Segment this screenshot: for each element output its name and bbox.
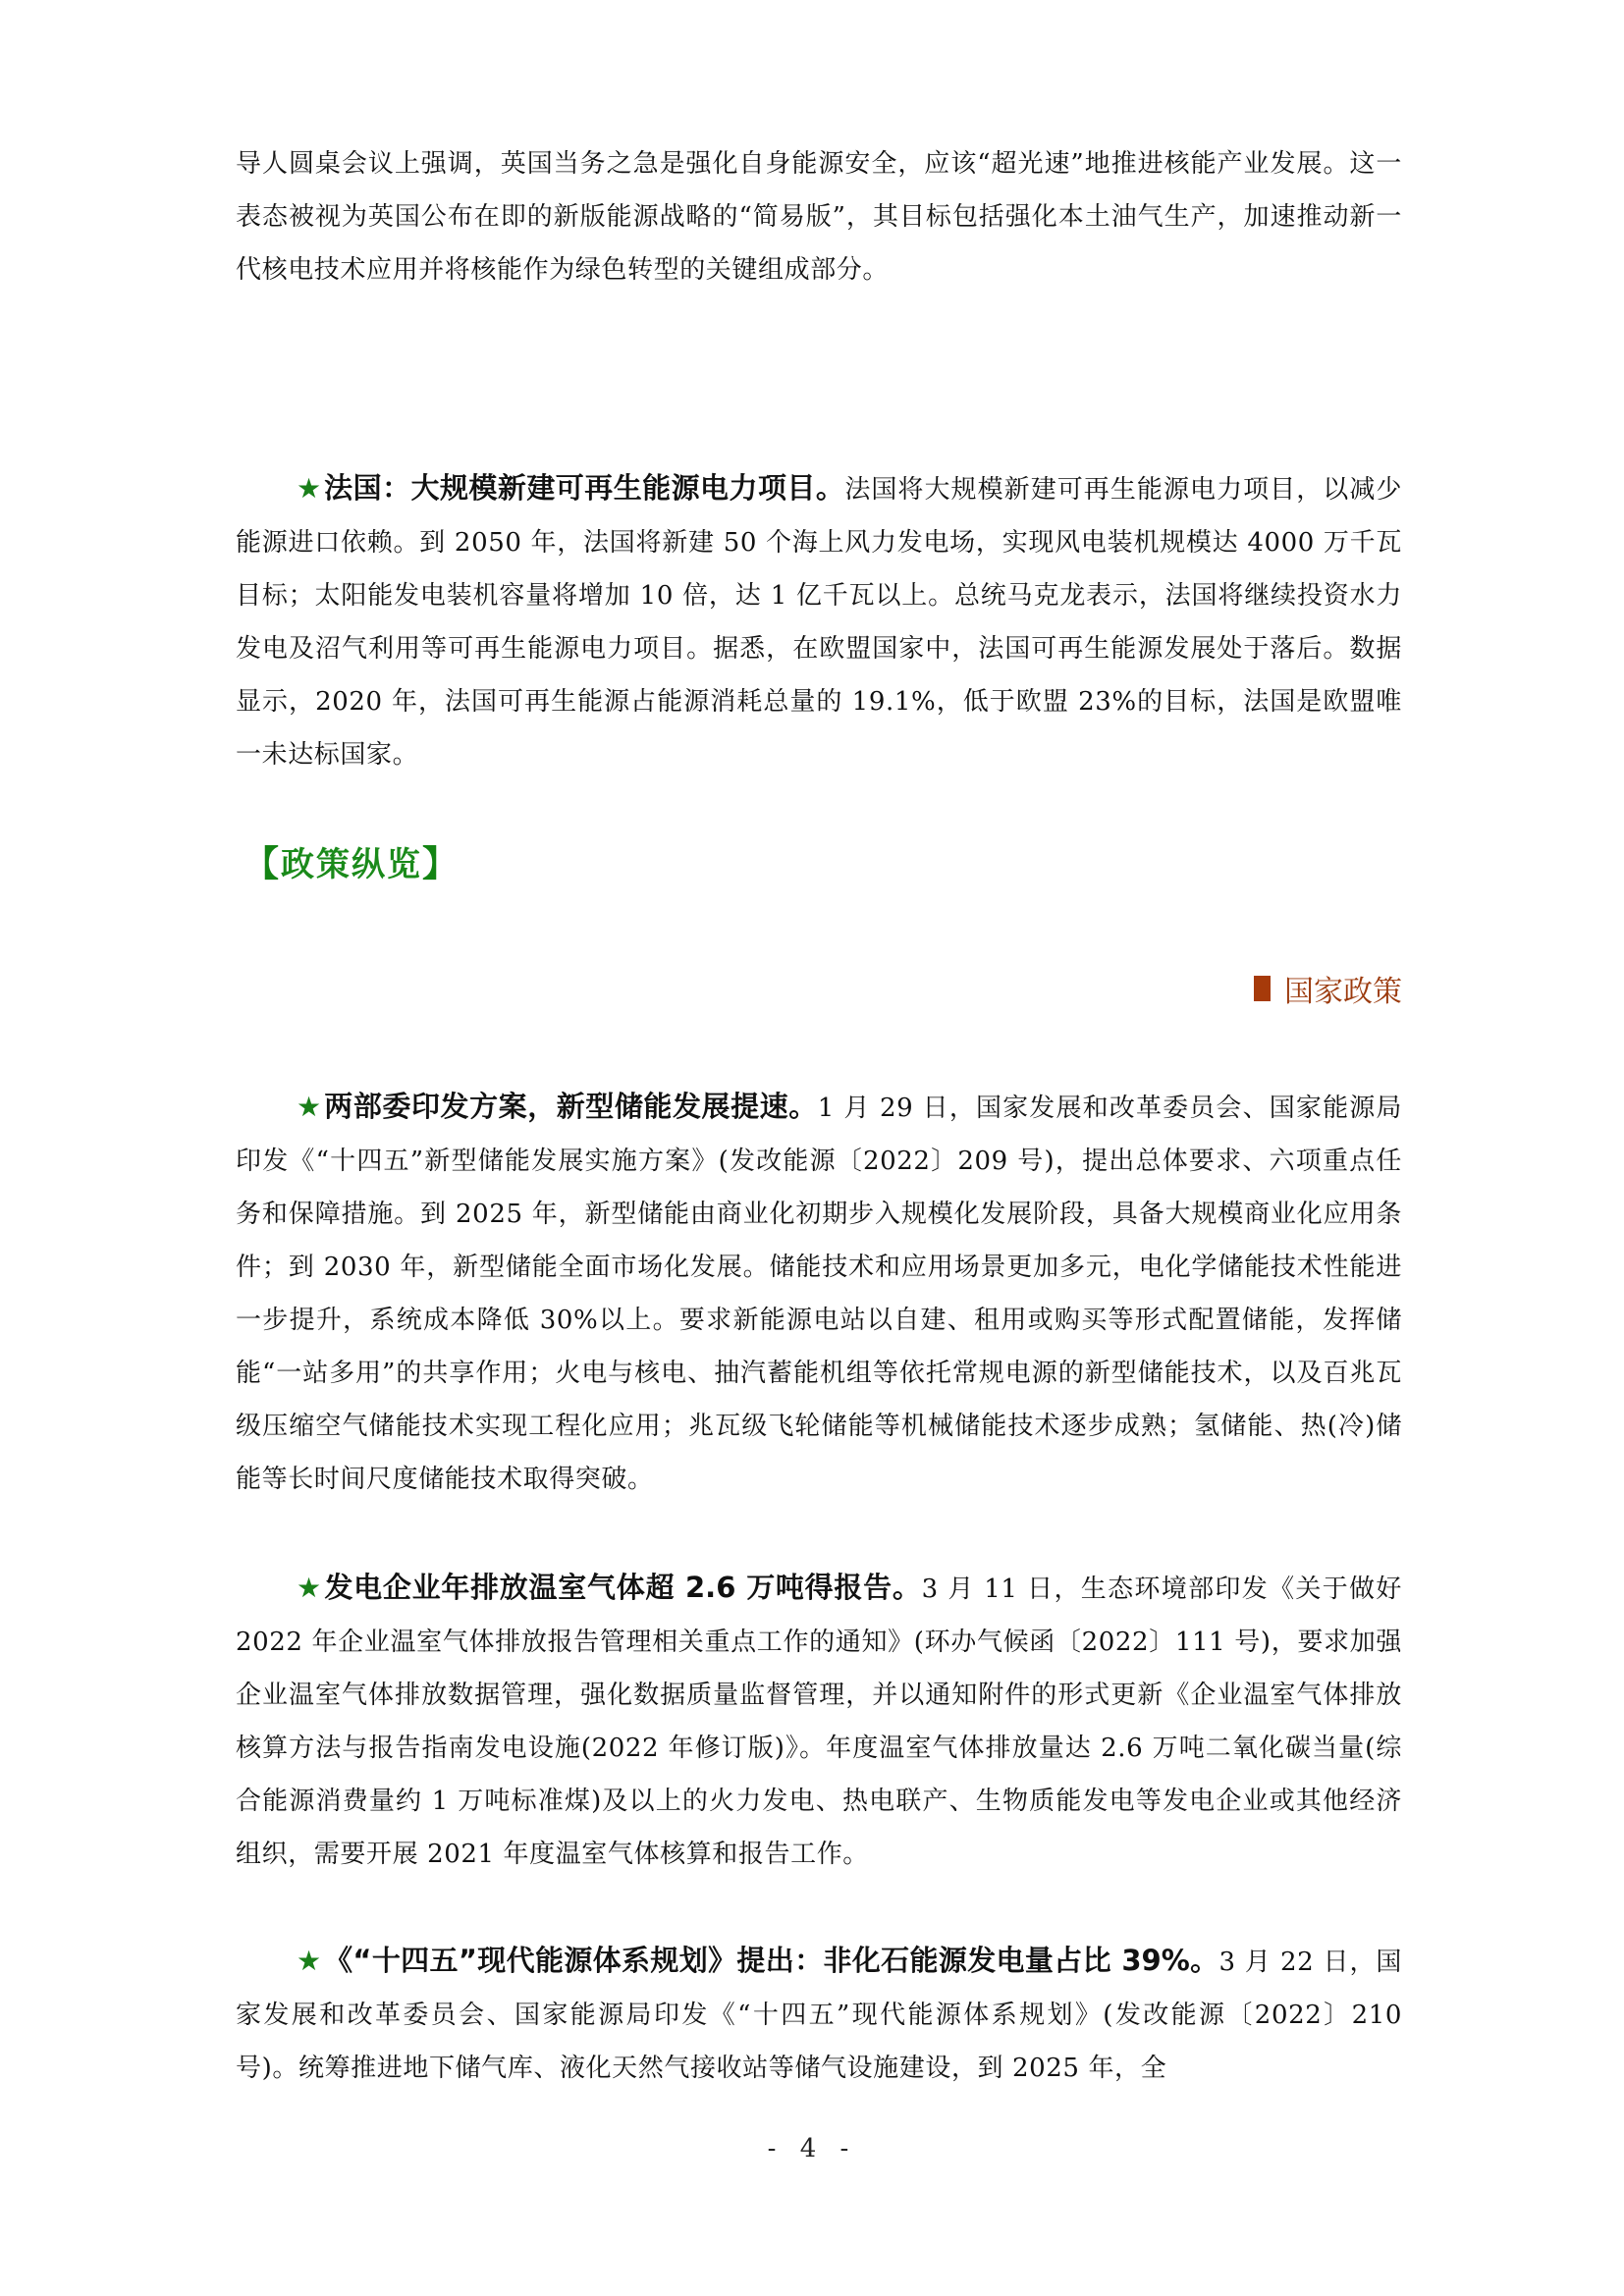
star-bullet-icon: ★ bbox=[297, 1572, 323, 1604]
continuation-paragraph: 导人圆桌会议上强调，英国当务之急是强化自身能源安全，应该“超光速”地推进核能产业发展。这一表态被视为英国公布在即的新版能源战略的“简易版”，其目标包括强化本土油气生产，加速推动新一代核电技术应用并将核能作为绿色转型的关键组成部分。 bbox=[236, 149, 1402, 285]
policy-body: 1 月 29 日，国家发展和改革委员会、国家能源局印发《“十四五”新型储能发展实施方案》(发改能源〔2022〕209 号)，提出总体要求、六项重点任务和保障措施。到 2025 年，新型储能由商业化初期步入规模化发展阶段，具备大规模商业化应用条件；到 2030 年，新型储能全面市场化发展。储能技术和应用场景更加多元，电化学储能技术性能进一步提升，系统成本降低 30%以上。要求新能源电站以自建、租用或购买等形式配置储能，发挥储能“一站多用”的共享作用；火电与核电、抽汽蓄能机组等依托常规电源的新型储能技术，以及百兆瓦级压缩空气储能技术实现工程化应用；兆瓦级飞轮储能等机械储能技术逐步成熟；氢储能、热(冷)储能等长时间尺度储能技术取得突破。 bbox=[236, 1094, 1402, 1494]
news-body: 法国将大规模新建可再生能源电力项目，以减少能源进口依赖。到 2050 年，法国将新建 50 个海上风力发电场，实现风电装机规模达 4000 万千瓦目标；太阳能发电装机容量将增加 10 倍，达 1 亿千瓦以上。总统马克龙表示，法国将继续投资水力发电及沼气利用等可再生能源电力项目。据悉，在欧盟国家中，法国可再生能源发展处于落后。数据显示，2020 年，法国可再生能源占能源消耗总量的 19.1%，低于欧盟 23%的目标，法国是欧盟唯一未达标国家。 bbox=[236, 475, 1402, 770]
policy-body: 3 月 22 日，国家发展和改革委员会、国家能源局印发《“十四五”现代能源体系规划》(发改能源〔2022〕210 号)。统筹推进地下储气库、液化天然气接收站等储气设施建设，到 2025 年，全 bbox=[236, 1948, 1403, 2083]
right-bracket: 】 bbox=[422, 844, 460, 884]
section-heading-text: 政策纵览 bbox=[281, 845, 423, 884]
policy-item-storage bbox=[236, 1080, 1402, 1506]
policy-body: 3 月 11 日，生态环境部印发《关于做好 2022 年企业温室气体排放报告管理相关重点工作的通知》(环办气候函〔2022〕111 号)，要求加强企业温室气体排放数据管理，强化数据质量监督管理，并以通知附件的形式更新《企业温室气体排放核算方法与报告指南发电设施(2022 年修订版)》。年度温室气体排放量达 2.6 万吨二氧化碳当量(综合能源消费量约 1 万吨标准煤)及以上的火力发电、热电联产、生物质能发电等发电企业或其他经济组织，需要开展 2021 年度温室气体核算和报告工作。 bbox=[236, 1575, 1402, 1869]
page-number: - 4 - bbox=[767, 2134, 857, 2163]
policy-item-energy-plan bbox=[236, 1934, 1402, 2095]
star-bullet-icon: ★ bbox=[297, 472, 323, 505]
square-bullet-icon bbox=[1254, 976, 1271, 1001]
policy-headline: 《“十四五”现代能源体系规划》提出：非化石能源发电量占比 39%。 bbox=[324, 1944, 1219, 1977]
star-bullet-icon: ★ bbox=[297, 1091, 323, 1123]
subsection-heading-text: 国家政策 bbox=[1284, 975, 1402, 1009]
policy-item-ghg-reporting bbox=[236, 1561, 1402, 1881]
subsection-heading-national-policy bbox=[1254, 967, 1402, 1010]
left-bracket: 【 bbox=[244, 844, 282, 884]
policy-headline: 两部委印发方案，新型储能发展提速。 bbox=[324, 1090, 818, 1123]
france-news-paragraph bbox=[236, 461, 1402, 781]
star-bullet-icon: ★ bbox=[297, 1945, 323, 1977]
news-headline: 法国：大规模新建可再生能源电力项目。 bbox=[324, 471, 845, 505]
section-heading-policy-overview bbox=[244, 836, 460, 886]
policy-headline: 发电企业年排放温室气体超 2.6 万吨得报告。 bbox=[324, 1571, 922, 1604]
